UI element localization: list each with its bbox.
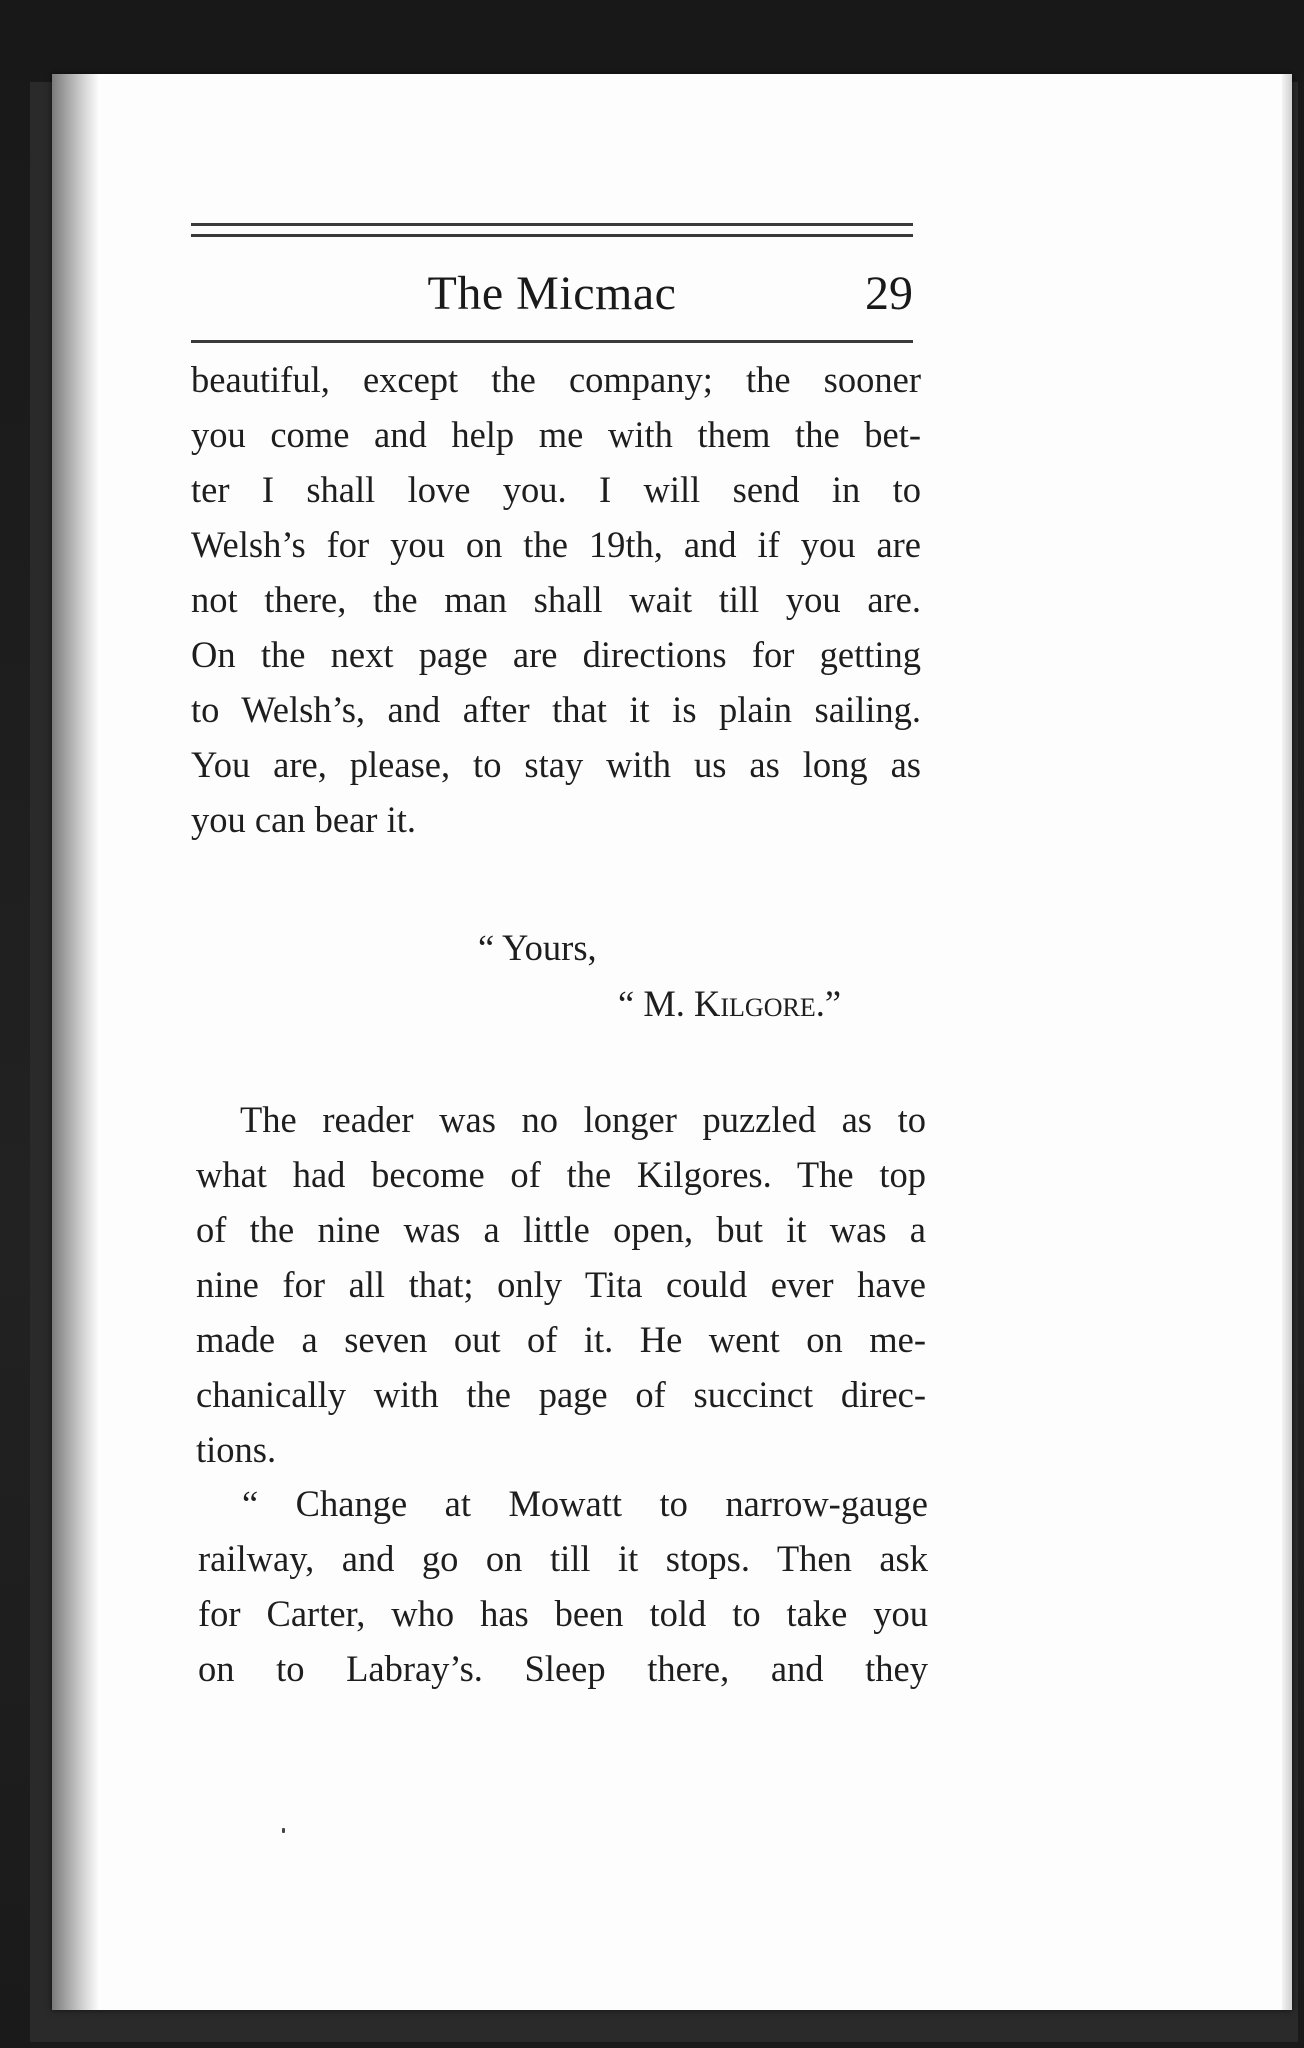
text-line: chanically with the page of succinct direc- <box>196 1374 926 1415</box>
signature-prefix: “ M. <box>618 983 695 1024</box>
text-line: on to Labray’s. Sleep there, and they <box>198 1648 928 1689</box>
text-line: tions. <box>196 1429 277 1470</box>
text-line: railway, and go on till it stops. Then ask <box>198 1538 928 1579</box>
directions-paragraph <box>198 1476 928 1696</box>
text-line: what had become of the Kilgores. The top <box>196 1154 926 1195</box>
text-line: Welsh’s for you on the 19th, and if you are <box>191 524 921 565</box>
signature-suffix: ” <box>824 983 842 1024</box>
header-double-rule <box>191 223 913 237</box>
text-line: ter I shall love you. I will send in to <box>191 469 921 510</box>
letter-signature <box>618 982 841 1025</box>
text-line: to Welsh’s, and after that it is plain sailing. <box>191 689 921 730</box>
letter-body <box>191 352 921 847</box>
header-bottom-rule <box>191 340 913 343</box>
text-line: of the nine was a little open, but it was a <box>196 1209 926 1250</box>
text-line: On the next page are directions for getting <box>191 634 921 675</box>
text-line: beautiful, except the company; the sooner <box>191 359 921 400</box>
text-line: you come and help me with them the bet- <box>191 414 921 455</box>
signature-name: Kilgore. <box>694 983 825 1024</box>
page-gutter-shadow <box>52 74 98 2010</box>
narrative-paragraph <box>196 1092 926 1477</box>
running-header <box>191 244 913 342</box>
page-right-edge <box>1282 74 1292 2010</box>
paper-speck <box>282 1828 285 1833</box>
text-line: The reader was no longer puzzled as to <box>240 1099 926 1140</box>
running-title: The Micmac <box>427 267 677 320</box>
text-line: “ Change at Mowatt to narrow-gauge <box>242 1483 928 1524</box>
text-line: made a seven out of it. He went on me- <box>196 1319 926 1360</box>
text-line: You are, please, to stay with us as long as <box>191 744 921 785</box>
page-number: 29 <box>865 267 913 320</box>
text-line: nine for all that; only Tita could ever have <box>196 1264 926 1305</box>
text-line: not there, the man shall wait till you are. <box>191 579 921 620</box>
text-line: you can bear it. <box>191 799 416 840</box>
text-line: for Carter, who has been told to take you <box>198 1593 928 1634</box>
letter-closing: “ Yours, <box>478 927 597 968</box>
